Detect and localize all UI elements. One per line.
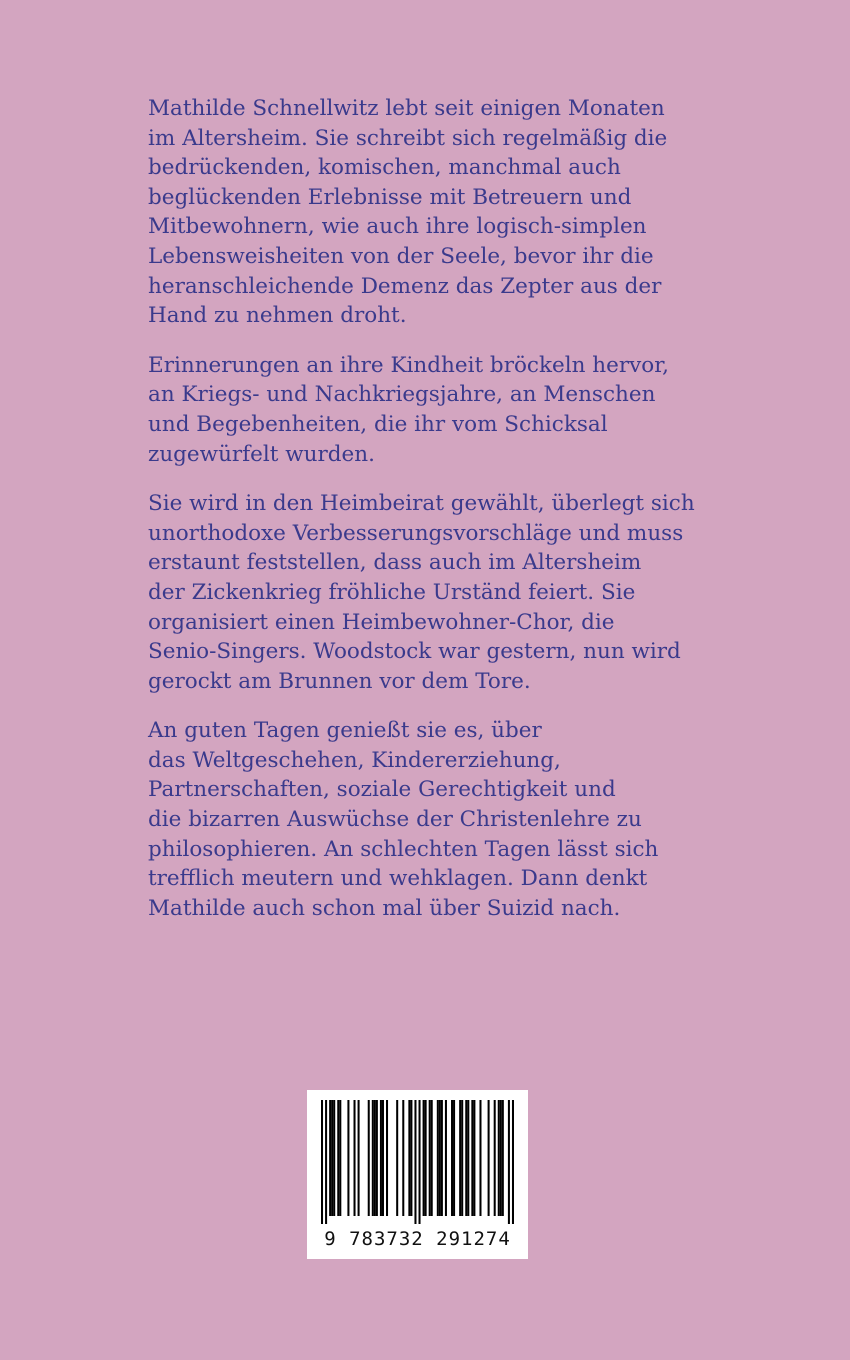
barcode-bar [414,1100,416,1224]
barcode-bar [494,1100,496,1216]
barcode-bar [347,1100,349,1216]
barcode-bar [331,1100,333,1216]
barcode-bar [473,1100,475,1216]
barcode-bar [451,1100,453,1216]
back-cover-blurb [148,94,768,943]
barcode-bar [437,1100,439,1216]
barcode-bar [376,1100,378,1216]
barcode-bar [368,1100,370,1216]
barcode-bar [467,1100,469,1216]
barcode-bar [445,1100,447,1216]
barcode-bar [441,1100,443,1216]
isbn-number: 9 783732 291274 [324,1228,511,1250]
blurb-paragraph-2: Erinnerungen an ihre Kindheit bröckeln hervor, an Kriegs- und Nachkriegsjahre, an Menschen und Begebenheiten, die ihr vom Schicksal zugewürfelt wurden. [148,352,669,467]
barcode-bar [374,1100,376,1216]
barcode-bar [488,1100,490,1216]
blurb-paragraph-1: Mathilde Schnellwitz lebt seit einigen Monaten im Altersheim. Sie schreibt sich regelmäßig die bedrückenden, komischen, manchmal auch beglückenden Erlebnisse mit Betreuern und Mitbewohnern, wie auch ihre logisch-simplen Lebensweisheiten von der Seele, bevor ihr die heranschleichende Demenz das Zepter aus der Hand zu nehmen droht. [148,96,668,329]
isbn-barcode [321,1100,514,1224]
barcode-bar [479,1100,481,1216]
barcode-bar [425,1100,427,1216]
barcode-bar [321,1100,323,1224]
barcode-bar [471,1100,473,1216]
barcode-bar [382,1100,384,1216]
barcode-bar [380,1100,382,1216]
barcode-bar [339,1100,341,1216]
barcode-bar [329,1100,331,1216]
barcode-bar [402,1100,404,1216]
barcode-bar [423,1100,425,1216]
barcode-bar [429,1100,431,1216]
barcode-bar [333,1100,335,1216]
barcode-bar [410,1100,412,1216]
barcode-bar [500,1100,502,1216]
barcode-bar [419,1100,421,1224]
barcode-bar [408,1100,410,1216]
barcode-bar [354,1100,356,1216]
barcode-bar [431,1100,433,1216]
barcode-bar [508,1100,510,1224]
barcode-bar [465,1100,467,1216]
barcode-bar [461,1100,463,1216]
barcode-bar [358,1100,360,1216]
barcode-bar [325,1100,327,1224]
barcode-label [307,1090,528,1259]
barcode-bar [337,1100,339,1216]
barcode-bar [453,1100,455,1216]
blurb-paragraph-3: Sie wird in den Heimbeirat gewählt, überlegt sich unorthodoxe Verbesserungsvorschläge und muss erstaunt feststellen, dass auch im Altersheim der Zickenkrieg fröhliche Urständ feiert. Sie organisiert einen Heimbewohner-Chor, die Senio-Singers. Woodstock war gestern, nun wird gerockt am Brunnen vor dem Tore. [148,491,695,694]
barcode-bar [396,1100,398,1216]
barcode-bar [439,1100,441,1216]
barcode-bar [502,1100,504,1216]
barcode-bar [459,1100,461,1216]
barcode-bar [512,1100,514,1224]
barcode-bar [372,1100,374,1216]
blurb-paragraph-4: An guten Tagen genießt sie es, über das Weltgeschehen, Kindererziehung, Partnerschaften, soziale Gerechtigkeit und die bizarren Auswüchse der Christenlehre zu philosophieren. An schlechten Tagen lässt sich trefflich meutern und wehklagen. Dann denkt Mathilde auch schon mal über Suizid nach. [148,718,659,921]
barcode-bar [498,1100,500,1216]
barcode-bar [386,1100,388,1216]
